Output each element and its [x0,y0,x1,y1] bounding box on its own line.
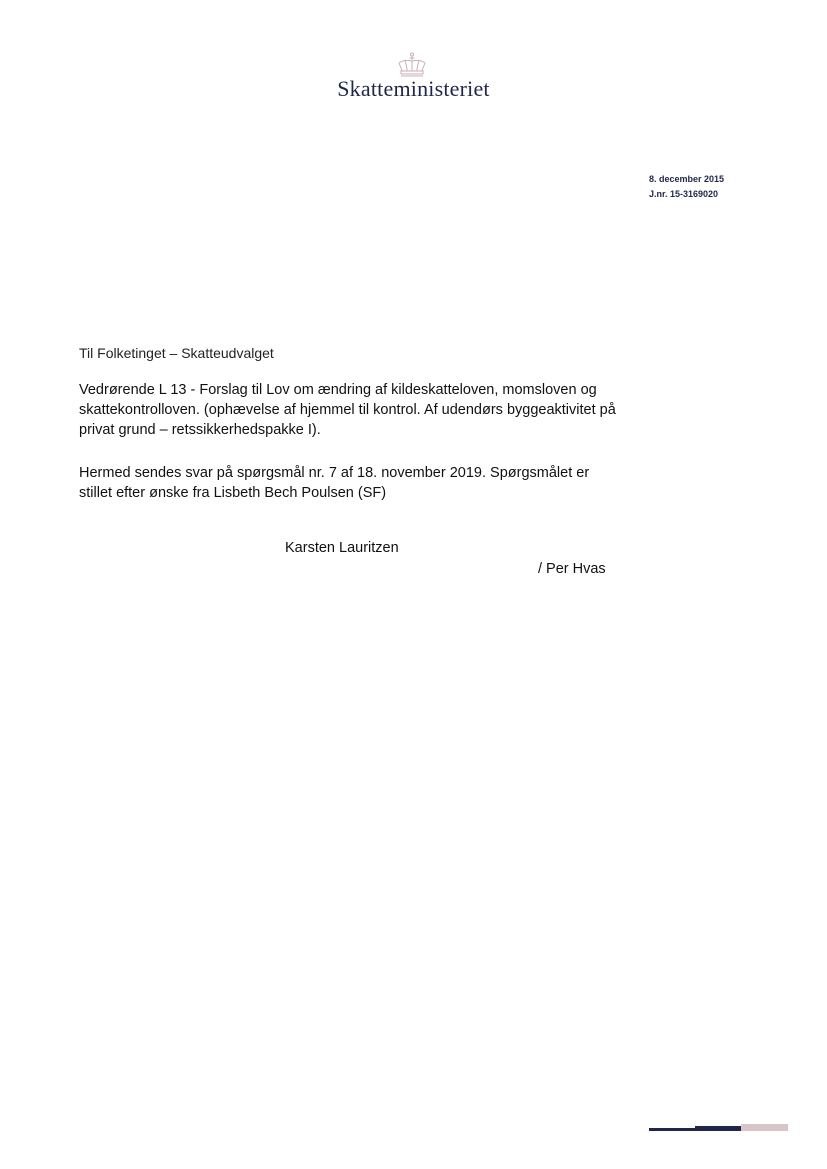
footer-bar-segment [649,1128,695,1131]
letter-date: 8. december 2015 [649,174,725,184]
body-paragraph: Hermed sendes svar på spørgsmål nr. 7 af 18. november 2019. Spørgsmålet er stillet efter ønske fra Lisbeth Bech Poulsen (SF) [79,465,590,501]
crown-icon [396,52,428,78]
journal-number: J.nr. 15-3169020 [649,189,719,199]
footer-bar-segment [695,1126,741,1131]
letter-meta [649,172,724,202]
footer-brand-bar [649,1124,788,1131]
subject-paragraph: Vedrørende L 13 - Forslag til Lov om ændring af kildeskatteloven, momsloven og skattekontrolloven. (ophævelse af hjemmel til kontrol. Af udendørs byggeaktivitet på privat grund – retssikkerhedspakke I). [79,382,616,438]
ministry-logo-text: Skatteministeriet [337,76,490,101]
footer-bar-segment [741,1124,788,1131]
recipient-line: Til Folketinget – Skatteudvalget [79,345,274,361]
signatory-name: Karsten Lauritzen [285,540,399,556]
co-signatory-name: / Per Hvas [538,561,606,577]
